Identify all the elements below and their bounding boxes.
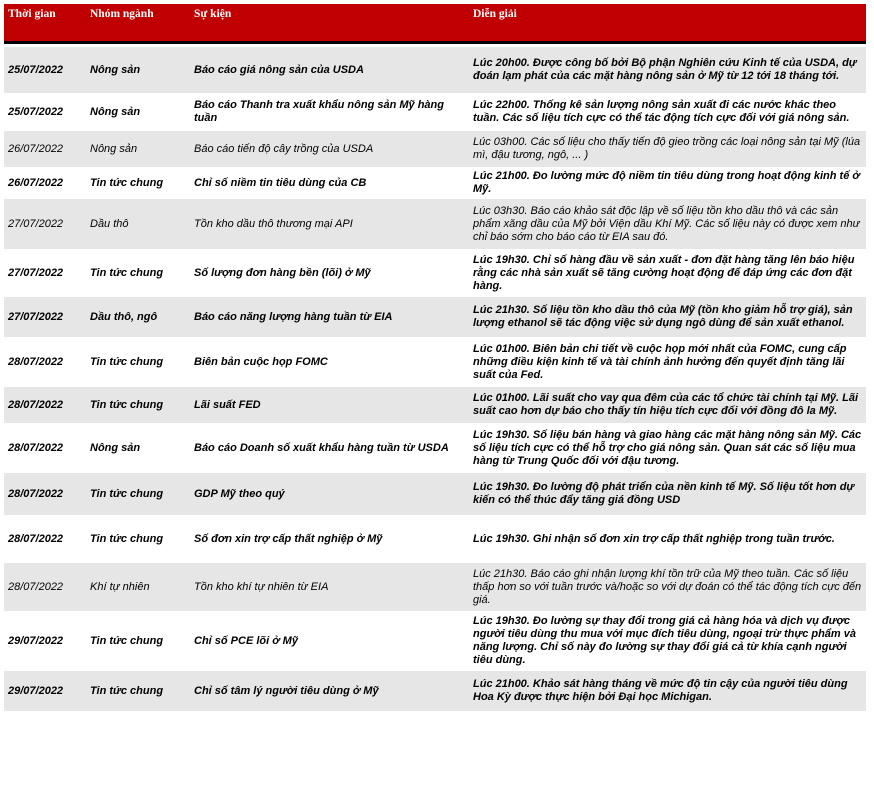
table-row <box>4 473 866 515</box>
cell-description: Lúc 21h30. Báo cáo ghi nhận lượng khí tồn trữ của Mỹ theo tuần. Các số liệu thấp hơn so với tuần trước và/hoặc so với dự đoán có thể tác động tích cực đến giá. <box>469 563 866 611</box>
cell-group: Nông sản <box>86 47 190 93</box>
table-row <box>4 515 866 563</box>
cell-date: 29/07/2022 <box>4 671 86 711</box>
cell-group: Tin tức chung <box>86 671 190 711</box>
economic-events-table <box>4 4 866 711</box>
cell-event: Chỉ số tâm lý người tiêu dùng ở Mỹ <box>190 671 469 711</box>
cell-description: Lúc 03h30. Báo cáo khảo sát độc lập về số liệu tồn kho dầu thô và các sản phẩm xăng dầu của Mỹ bởi Viện dầu Khí Mỹ. Các số liệu này có được xem như chỉ báo sớm cho báo cáo từ EIA sau đó. <box>469 199 866 249</box>
cell-description: Lúc 01h00. Lãi suất cho vay qua đêm của các tổ chức tài chính tại Mỹ. Lãi suất cao hơn dự báo cho thấy tín hiệu tích cực đối với đồng đô la Mỹ. <box>469 387 866 423</box>
cell-date: 28/07/2022 <box>4 337 86 387</box>
cell-date: 26/07/2022 <box>4 131 86 167</box>
cell-description: Lúc 21h00. Đo lường mức độ niềm tin tiêu dùng trong hoạt động kinh tế ở Mỹ. <box>469 167 866 199</box>
cell-event: Số đơn xin trợ cấp thất nghiệp ở Mỹ <box>190 515 469 563</box>
cell-date: 26/07/2022 <box>4 167 86 199</box>
table-row <box>4 671 866 711</box>
cell-date: 28/07/2022 <box>4 473 86 515</box>
cell-group: Tin tức chung <box>86 249 190 297</box>
cell-description: Lúc 20h00. Được công bố bởi Bộ phận Nghiên cứu Kinh tế của USDA, dự đoán lạm phát của các mặt hàng nông sản ở Mỹ từ 12 tới 18 tháng tới. <box>469 47 866 93</box>
cell-event: Báo cáo năng lượng hàng tuần từ EIA <box>190 297 469 337</box>
cell-group: Tin tức chung <box>86 473 190 515</box>
cell-event: Biên bản cuộc họp FOMC <box>190 337 469 387</box>
cell-description: Lúc 22h00. Thống kê sản lượng nông sản xuất đi các nước khác theo tuần. Các số liệu tích cực có thể tác động tích cực đối với giá nông sản. <box>469 93 866 131</box>
table-row <box>4 47 866 93</box>
table-row <box>4 199 866 249</box>
cell-description: Lúc 21h00. Khảo sát hàng tháng về mức độ tin cậy của người tiêu dùng Hoa Kỳ được thực hiện bởi Đại học Michigan. <box>469 671 866 711</box>
cell-date: 25/07/2022 <box>4 47 86 93</box>
table-row <box>4 297 866 337</box>
cell-date: 28/07/2022 <box>4 563 86 611</box>
cell-description: Lúc 19h30. Chỉ số hàng đầu về sản xuất - đơn đặt hàng tăng lên báo hiệu rằng các nhà sản xuất sẽ tăng cường hoạt động để đáp ứng các đơn đặt hàng. <box>469 249 866 297</box>
cell-description: Lúc 03h00. Các số liệu cho thấy tiến độ gieo trồng các loại nông sản tại Mỹ (lúa mì, đậu tương, ngô, ... ) <box>469 131 866 167</box>
cell-event: Chỉ số PCE lõi ở Mỹ <box>190 611 469 671</box>
cell-group: Tin tức chung <box>86 611 190 671</box>
cell-event: Lãi suất FED <box>190 387 469 423</box>
cell-group: Tin tức chung <box>86 167 190 199</box>
cell-group: Dầu thô <box>86 199 190 249</box>
cell-group: Tin tức chung <box>86 387 190 423</box>
table-row <box>4 611 866 671</box>
cell-event: Báo cáo Doanh số xuất khẩu hàng tuần từ USDA <box>190 423 469 473</box>
cell-event: Chỉ số niềm tin tiêu dùng của CB <box>190 167 469 199</box>
cell-group: Tin tức chung <box>86 337 190 387</box>
header-group: Nhóm ngành <box>86 4 190 43</box>
cell-description: Lúc 19h30. Đo lường sự thay đổi trong giá cả hàng hóa và dịch vụ được người tiêu dùng thu mua với mục đích tiêu dùng, ngoại trừ thực phẩm và năng lượng. Chỉ số này đo lường sự thay đổi giá cả từ khía cạnh người tiêu dùng. <box>469 611 866 671</box>
table-row <box>4 337 866 387</box>
table-row <box>4 167 866 199</box>
cell-description: Lúc 21h30. Số liệu tồn kho dầu thô của Mỹ (tồn kho giảm hỗ trợ giá), sản lượng ethanol sẽ tác động việc sử dụng ngô dùng để sản xuất ethanol. <box>469 297 866 337</box>
header-event: Sự kiện <box>190 4 469 43</box>
cell-date: 28/07/2022 <box>4 423 86 473</box>
header-time: Thời gian <box>4 4 86 43</box>
cell-date: 25/07/2022 <box>4 93 86 131</box>
table-row <box>4 131 866 167</box>
cell-event: Tồn kho dầu thô thương mại API <box>190 199 469 249</box>
cell-group: Nông sản <box>86 131 190 167</box>
events-table-container <box>4 4 870 711</box>
cell-date: 27/07/2022 <box>4 297 86 337</box>
table-row <box>4 423 866 473</box>
cell-event: Số lượng đơn hàng bền (lõi) ở Mỹ <box>190 249 469 297</box>
cell-event: Tồn kho khí tự nhiên từ EIA <box>190 563 469 611</box>
cell-event: Báo cáo giá nông sản của USDA <box>190 47 469 93</box>
cell-description: Lúc 19h30. Số liệu bán hàng và giao hàng các mặt hàng nông sản Mỹ. Các số liệu tích cực có thể hỗ trợ cho giá nông sản. Quan sát các số liệu mua hàng từ Trung Quốc đối với đậu tương. <box>469 423 866 473</box>
cell-group: Khí tự nhiên <box>86 563 190 611</box>
cell-date: 27/07/2022 <box>4 249 86 297</box>
table-row <box>4 387 866 423</box>
cell-description: Lúc 19h30. Đo lường độ phát triển của nền kinh tế Mỹ. Số liệu tốt hơn dự kiến có thể thúc đẩy tăng giá đồng USD <box>469 473 866 515</box>
cell-group: Nông sản <box>86 93 190 131</box>
cell-event: Báo cáo Thanh tra xuất khẩu nông sản Mỹ hàng tuần <box>190 93 469 131</box>
cell-group: Tin tức chung <box>86 515 190 563</box>
table-body <box>4 43 866 712</box>
table-header <box>4 4 866 43</box>
table-row <box>4 249 866 297</box>
cell-event: Báo cáo tiến độ cây trồng của USDA <box>190 131 469 167</box>
cell-group: Dầu thô, ngô <box>86 297 190 337</box>
cell-event: GDP Mỹ theo quý <box>190 473 469 515</box>
cell-date: 29/07/2022 <box>4 611 86 671</box>
cell-date: 28/07/2022 <box>4 387 86 423</box>
cell-date: 27/07/2022 <box>4 199 86 249</box>
header-description: Diễn giải <box>469 4 866 43</box>
table-row <box>4 563 866 611</box>
cell-description: Lúc 19h30. Ghi nhận số đơn xin trợ cấp thất nghiệp trong tuần trước. <box>469 515 866 563</box>
table-row <box>4 93 866 131</box>
cell-group: Nông sản <box>86 423 190 473</box>
cell-date: 28/07/2022 <box>4 515 86 563</box>
cell-description: Lúc 01h00. Biên bản chi tiết về cuộc họp mới nhất của FOMC, cung cấp những điều kiện kinh tế và tài chính ảnh hưởng đến quyết định tăng lãi suất của Fed. <box>469 337 866 387</box>
